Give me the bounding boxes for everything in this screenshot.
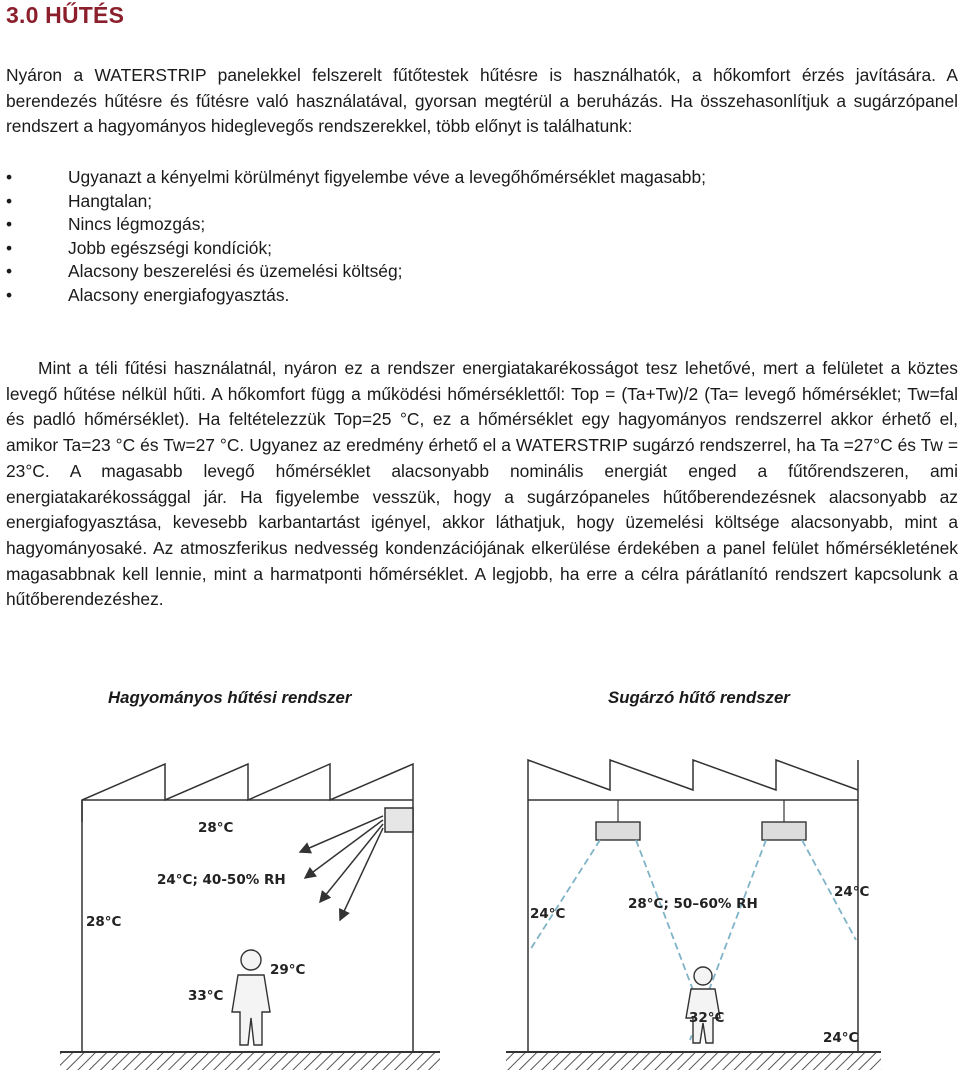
list-item: • Alacsony beszerelési és üzemelési költség; — [6, 260, 706, 284]
advantages-list — [6, 166, 706, 308]
intro-paragraph: Nyáron a WATERSTRIP panelekkel felszerelt fűtőtestek hűtésre is használhatók, a hőkomfort érzés javítására. A berendezés hűtésre és fűtésre való használatával, gyorsan megtérül a beruházás. Ha összehasonlítjuk a sugárzópanel rendszert a hagyományos hideglevegős rendszerekkel, több előnyt is találhatunk: — [6, 65, 958, 137]
air-condition-label: 28°C; 50–60% RH — [628, 896, 758, 912]
list-item: • Alacsony energiafogyasztás. — [6, 284, 706, 308]
caption-radiant: Sugárzó hűtő rendszer — [608, 688, 790, 707]
airflow-arrows — [300, 816, 383, 920]
bullet-icon: • — [6, 237, 13, 258]
person-figure — [232, 950, 270, 1045]
air-condition-label: 24°C; 40-50% RH — [157, 872, 286, 888]
bullet-icon: • — [6, 284, 13, 305]
wall-left-temp-label: 24°C — [530, 906, 566, 922]
body-paragraph: Mint a téli fűtési használatnál, nyáron ez a rendszer energiatakarékosságot tesz lehetővé, mert a felületet a köztes levegő hűtése nélkül hűti. A hőkomfort függ a működési hőmérséklettől: Top = (Ta+Tw)/2 (Ta= levegő hőmérséklet; Tw=fal és padló hőmérséklet). Ha feltételezzük Top=25 °C, ez a hőmérséklet egy hagyományos rendszerrel akkor érhető el, amikor Ta=23 °C és Tw=27 °C. Ugyanez az eredmény érhető el a WATERSTRIP sugárzó rendszerrel, ha Ta =27°C és Tw = 23°C. A magasabb levegő hőmérséklet alacsonyabb nominális energiát enged a fűtőrendszeren, ami energiatakarékossággal jár. Ha figyelembe vesszük, hogy a sugárzópaneles hűtőberendezésnek alacsonyabb az energiafogyasztása, kevesebb karbantartást igényel, akkor láthatjuk, hogy üzemelési költsége alacsonyabb, mint a hagyományosaké. Az atmoszferikus nedvesség kondenzációjának elkerülése érdekében a panel felület hőmérsékletének magasabbnak kell lennie, mint a harmatponti hőmérséklet. A legjobb, ha erre a célra párátlanító rendszert kapcsolunk a hűtőberendezéshez. — [6, 358, 958, 610]
floor-temp-label: 24°C — [823, 1030, 859, 1046]
bullet-icon: • — [6, 167, 13, 187]
head-temp-label: 29°C — [270, 962, 306, 978]
list-item: • Ugyanazt a kényelmi körülményt figyelembe véve a levegőhőmérséklet magasabb; — [6, 166, 706, 190]
ceiling-temp-label: 28°C — [198, 820, 234, 836]
sawtooth-roof — [528, 760, 858, 800]
wall-right-temp-label: 24°C — [834, 884, 870, 900]
wall-temp-label: 28°C — [86, 914, 122, 930]
cooling-comparison-diagram — [0, 740, 960, 1082]
body-temp-label: 33°C — [188, 988, 224, 1004]
radiant-panel-left — [596, 822, 640, 840]
list-item: • Nincs légmozgás; — [6, 213, 706, 237]
radiant-panel-right — [762, 822, 806, 840]
sawtooth-roof — [82, 764, 413, 822]
bullet-icon: • — [6, 190, 13, 211]
ground-hatch — [60, 1052, 440, 1070]
caption-traditional: Hagyományos hűtési rendszer — [108, 688, 352, 707]
list-item: • Jobb egészségi kondíciók; — [6, 237, 706, 261]
section-heading: 3.0 HŰTÉS — [6, 2, 125, 28]
bullet-icon: • — [6, 261, 13, 282]
ground-hatch — [506, 1052, 881, 1070]
person-figure — [686, 967, 720, 1043]
list-item: • Hangtalan; — [6, 190, 706, 214]
ac-unit — [385, 808, 413, 832]
bullet-icon: • — [6, 214, 13, 235]
body-temp-label: 32°C — [689, 1010, 725, 1026]
